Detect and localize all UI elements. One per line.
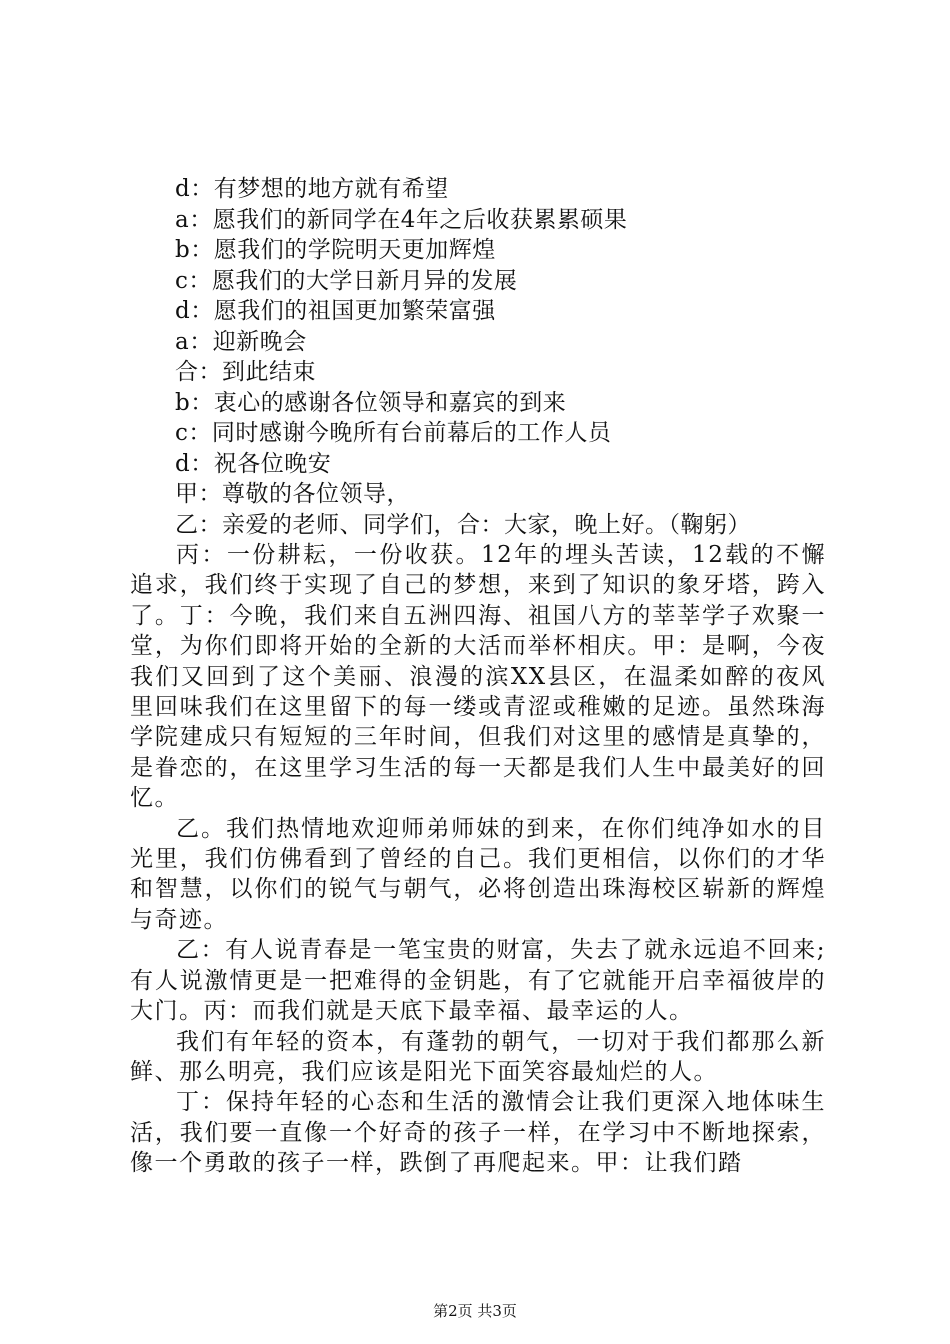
dialogue-line: 甲：尊敬的各位领导， xyxy=(175,481,410,507)
dialogue-line: a：愿我们的新同学在4年之后收获累累硕果 xyxy=(175,206,628,233)
dialogue-line: d：愿我们的祖国更加繁荣富强 xyxy=(175,298,496,324)
document-body xyxy=(130,174,826,1179)
dialogue-line: d：有梦想的地方就有希望 xyxy=(175,176,449,202)
dialogue-line: 乙：亲爱的老师、同学们，合：大家，晚上好。（鞠躬） xyxy=(175,511,751,538)
dialogue-line: 合：到此结束 xyxy=(175,359,316,385)
dialogue-line: b：愿我们的学院明天更加辉煌 xyxy=(175,237,496,263)
body-paragraph: 我们有年轻的资本，有蓬勃的朝气，一切对于我们都那么新鲜、那么明亮，我们应该是阳光下面笑容最灿烂的人。 xyxy=(130,1028,826,1085)
dialogue-line: a：迎新晚会 xyxy=(175,328,307,355)
body-paragraph: 丙：一份耕耘，一份收获。12年的埋头苦读，12载的不懈追求，我们终于实现了自己的梦想，来到了知识的象牙塔，跨入了。丁：今晚，我们来自五洲四海、祖国八方的莘莘学子欢聚一堂，为你们即将开始的全新的大活而举杯相庆。甲：是啊，今夜我们又回到了这个美丽、浪漫的滨XX县区，在温柔如醉的夜风里回味我们在这里留下的每一缕或青涩或稚嫩的足迹。虽然珠海学院建成只有短短的三年时间，但我们对这里的感情是真挚的，是眷恋的，在这里学习生活的每一天都是我们人生中最美好的回忆。 xyxy=(130,542,826,812)
body-paragraph: 乙：有人说青春是一笔宝贵的财富，失去了就永远追不回来;有人说激情更是一把难得的金钥匙，有了它就能开启幸福彼岸的大门。丙：而我们就是天底下最幸福、最幸运的人。 xyxy=(130,937,826,1025)
body-paragraph: 乙。我们热情地欢迎师弟师妹的到来，在你们纯净如水的目光里，我们仿佛看到了曾经的自己。我们更相信，以你们的才华和智慧，以你们的锐气与朝气，必将创造出珠海校区崭新的辉煌与奇迹。 xyxy=(130,815,826,933)
body-paragraph: 丁：保持年轻的心态和生活的激情会让我们更深入地体味生活，我们要一直像一个好奇的孩子一样，在学习中不断地探索，像一个勇敢的孩子一样，跌倒了再爬起来。甲：让我们踏 xyxy=(130,1089,826,1177)
page-footer: 第2页 共3页 xyxy=(433,1302,517,1320)
dialogue-line: c：同时感谢今晚所有台前幕后的工作人员 xyxy=(175,420,612,446)
dialogue-line: b：衷心的感谢各位领导和嘉宾的到来 xyxy=(175,389,567,416)
dialogue-line: d：祝各位晚安 xyxy=(175,450,332,477)
dialogue-line: c：愿我们的大学日新月异的发展 xyxy=(175,267,518,294)
